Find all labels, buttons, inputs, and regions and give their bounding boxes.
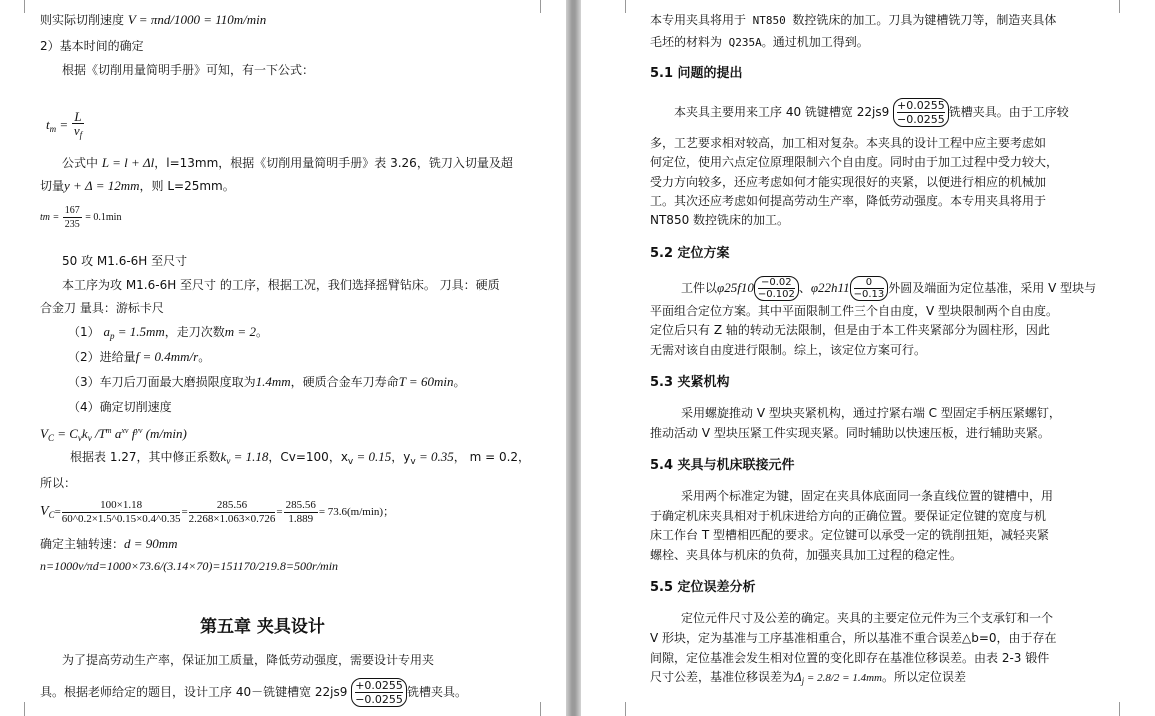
formula-part: C [47,433,54,443]
formula: V = πnd/1000 = 110m/min [127,12,267,27]
text-span: 。 [453,375,466,389]
formula: = 1.5mm [114,324,165,339]
text-line [40,536,178,552]
tolerance-lower: −0.0255 [897,113,945,126]
formula-part: k [81,426,88,441]
text-span: 工件以 [681,281,718,295]
text-span: 具。根据老师给定的题目，设计工序 40－铣键槽宽 22js9 [40,685,348,699]
fraction-numerator: L [74,109,82,125]
text-line [70,449,530,470]
text-span: 数控铣床的加工。刀具为键槽铣刀等，制造夹具体 [792,13,1057,27]
section-heading: 5.1 问题的提出 [650,66,743,81]
text-span: ，x [328,450,348,464]
text-line [650,12,1056,29]
text-line: 本工序为攻 M1.6-6H 至尺寸 的工序，根据工况，我们选择摇臂钻床。 刀具：硬质 [62,278,500,292]
formula-part: = C [53,426,78,441]
text-line: 平面组合定位方案。其中平面限制工件三个自由度，V 型块限制两个自由度。 [650,304,1059,318]
formula-vc [40,423,187,446]
tolerance [351,678,407,707]
tolerance-upper: −0.02 [758,277,795,289]
formula-part: yv [135,426,143,435]
formula-part: (m/min) [142,426,187,441]
fraction-numerator: 285.56 [189,499,276,513]
section-heading: 2）基本时间的确定 [40,39,144,53]
crop-mark [540,702,555,716]
tolerance [850,276,889,301]
formula-part: xv [121,426,129,435]
chapter-title: 第五章 夹具设计 [200,617,325,637]
formula-part: = [59,117,69,132]
text-span: （3）车刀后刀面最大磨损限度取为 [68,375,256,389]
text-span: ，走刀次数 [164,325,225,339]
fraction-numerator: 100×1.18 [62,499,181,513]
text-span: 铣槽夹具。由于工序较 [948,105,1069,119]
text-span: ，y [391,450,411,464]
fraction-denominator: v [73,123,80,139]
formula-part: = 73.6(m/min) [318,506,384,518]
text-line [650,34,869,51]
formula-part: = 0.15 [353,449,392,464]
text-span: 毛坯的材料为 [650,35,723,49]
text-span: 。 [198,350,211,364]
section-heading: 5.3 夹紧机构 [650,375,730,390]
section-heading: 5.2 定位方案 [650,246,730,261]
fraction [63,204,82,231]
fraction [62,499,181,526]
text-span: ，l=13mm，根据《切削用量简明手册》表 3.26，铣刀入切量及超 [154,156,513,170]
text-line: 于确定机床夹具相对于机床进给方向的正确位置。要保证定位键的宽度与机 [650,509,1047,523]
tolerance [893,98,949,127]
text-span: 外圆及端面为定位基准，采用 V 型块与 [888,281,1097,295]
tolerance-upper: +0.0255 [355,679,403,692]
text-span: 根据表 1.27，其中修正系数 [70,450,221,464]
text-line: 根据《切削用量简明手册》可知，有一下公式： [62,63,315,77]
text-line: 何定位，使用六点定位原理限制六个自由度。同时由于加工过程中受力较大， [650,155,1059,169]
formula-part: V [40,426,48,441]
text-line: 工。其次还应考虑如何提高劳动生产率，降低劳动强度。本专用夹具将用于 [650,194,1047,208]
page-gutter [566,0,581,716]
text-line: 所以： [40,476,77,490]
text-line: 采用螺旋推动 V 型块夹紧机构，通过拧紧右端 C 型固定手柄压紧螺钉， [681,406,1061,420]
tolerance [754,276,799,301]
formula-tm2 [40,204,121,231]
text-span: ； [383,506,395,518]
section-heading: 5.4 夹具与机床联接元件 [650,458,795,473]
text-line: 推动活动 V 型块压紧工件实现夹紧。同时辅助以快速压板，进行辅助夹紧。 [650,426,1050,440]
step-1 [68,324,268,344]
text-span: 则实际切削速度 [40,13,125,27]
text-span: ， m = 0.2 [453,450,519,464]
text-span: ， [518,450,531,464]
crop-mark [10,702,25,716]
formula-part: tm = [40,211,60,223]
crop-mark [10,0,25,13]
formula: a [103,324,110,339]
text-line [681,275,1096,301]
step-4: （4）确定切削速度 [68,400,172,414]
text-span: 本夹具主要用来工序 40 铣键槽宽 22js9 [674,105,890,119]
formula-part: v [347,457,354,467]
formula: f = 0.4mm/r [135,349,199,364]
formula-part: v [77,433,82,443]
text-line: 多，工艺要求相对较高，加工相对复杂。本夹具的设计工程中应主要考虑如 [650,136,1047,150]
text-line [62,155,513,171]
text-span: ，Cv=100 [268,450,329,464]
crop-mark [1119,0,1134,13]
document-page-left [0,0,566,716]
crop-mark [1119,702,1134,716]
text-span: 。 [255,325,268,339]
fraction-numerator: 167 [64,205,80,216]
text-line [40,12,266,28]
text-line: 采用两个标准定为键，固定在夹具体底面同一条直线位置的键槽中，用 [681,489,1054,503]
text-span: 、 [798,281,811,295]
formula-part: f [128,426,136,441]
text-span: ，硬质合金车刀寿命 [290,375,399,389]
text-line [40,677,467,707]
formula-part: f [79,130,83,141]
formula-part: v [87,433,92,443]
text-span: 尺寸公差，基准位移误差为 [650,670,795,684]
text-span: Q235A。 [722,36,773,49]
text-span: （1） [68,325,100,339]
text-line: 定位后只有 Z 轴的转动无法限制，但是由于本工件夹紧部分为圆柱形，因此 [650,323,1050,337]
formula: L = l + Δl [101,155,155,170]
crop-mark [540,0,555,13]
text-line: NT850 数控铣床的加工。 [650,213,790,227]
text-span: 铣槽夹具。 [406,685,467,699]
formula-part: v [410,457,416,467]
fraction-denominator: 60^0.2×1.5^0.15×0.4^0.35 [61,512,181,525]
text-span: 本专用夹具将用于 [650,13,747,27]
formula-part: = 0.35 [415,449,454,464]
step-3 [68,374,465,390]
formula-part: a [111,426,122,441]
section-heading: 5.5 定位误差分析 [650,580,756,595]
crop-mark [611,702,626,716]
text-span: 通过机加工得到。 [772,35,869,49]
formula-part: = 1.18 [230,449,269,464]
formula: φ22h11 [810,280,850,295]
text-line: V 形块，定为基准与工序基准相重合，所以基准不重合误差△b=0，由于存在 [650,631,1057,645]
fraction [72,110,83,142]
formula-tm [46,110,85,144]
formula-part: m [105,426,112,435]
text-span: 。所以定位误差 [881,670,966,684]
tolerance-upper: 0 [854,277,885,289]
formula-part: = 0.1min [85,211,122,223]
text-line: 合金刀 量具：游标卡尺 [40,301,164,315]
text-line: 间隙，定位基准会发生相对位置的变化即存在基准位移误差。由表 2-3 锻件 [650,651,1050,665]
formula-part: v [226,456,231,466]
formula: = 2.8/2 = 1.4mm [804,672,882,684]
text-span: NT850 [746,14,793,27]
text-line [674,97,1069,127]
step-2 [68,349,210,365]
formula: m = 2 [224,324,256,339]
formula-part: p [109,331,115,341]
text-line: 受力方向较多，还应考虑如何才能实现很好的夹紧，以便进行相应的机械加 [650,175,1047,189]
document-page-right [581,0,1155,716]
formula: y + Δ = 12mm [64,178,140,193]
fraction-denominator: 2.268×1.063×0.726 [188,512,276,525]
tolerance-upper: +0.0255 [897,99,945,112]
formula-part: /T [91,426,106,441]
fraction [284,499,318,526]
fraction-denominator: 1.889 [288,512,314,525]
formula-part: C [48,510,55,520]
formula-part: k [220,449,227,464]
formula-part: m [49,124,57,134]
formula-part: t [46,117,50,132]
text-line: 螺栓、夹具体与机床的负荷，加强夹具加工过程的稳定性。 [650,548,963,562]
text-line: 床工作台 T 型槽相匹配的要求。定位键可以承受一定的铣削扭矩，减轻夹紧 [650,528,1049,542]
fraction [189,499,276,526]
formula-part: j [801,676,805,686]
text-span: 切量 [40,179,65,193]
formula: 1.4mm [255,374,291,389]
formula: d = 90mm [124,536,178,551]
tolerance-lower: −0.0255 [355,693,403,706]
formula: φ25f10 [717,280,754,295]
text-line: 定位元件尺寸及公差的确定。夹具的主要定位元件为三个支承钉和一个 [681,611,1054,625]
text-line [40,178,235,194]
text-span: （2）进给量 [68,350,136,364]
formula-big: $V_C=$ $\frac{100\times 1.18}{60\^{}0.2\times 1.5\^{}0.15\times 0.4\^{}0.35}$ = $\frac{285.56}{2.268\times 1.063\times 0.726}$ = $\frac{285.56}{1.889}$ = 73.6(m/min)； [40,498,395,525]
text-span: ，则 L=25mm。 [139,179,235,193]
tolerance-lower: −0.102 [757,289,795,300]
formula: Δ [794,669,802,684]
text-line: 无需对该自由度进行限制。综上，该定位方案可行。 [650,343,927,357]
fraction-numerator: 285.56 [285,498,316,511]
formula: T = 60min [398,374,454,389]
formula-n: n=1000v/πd=1000×73.6/(3.14×70)=151170/219.8=500r/min [40,559,339,573]
formula-part: V [40,504,49,519]
crop-mark [611,0,626,13]
tolerance-lower: −0.13 [853,289,885,300]
text-line [650,669,966,689]
fraction-denominator: 235 [64,219,80,230]
text-line: 为了提高劳动生产率，保证加工质量，降低劳动强度，需要设计专用夹 [62,653,435,667]
section-heading: 50 攻 M1.6-6H 至尺寸 [62,254,188,268]
text-span: 确定主轴转速： [40,537,125,551]
text-span: 公式中 [62,156,99,170]
